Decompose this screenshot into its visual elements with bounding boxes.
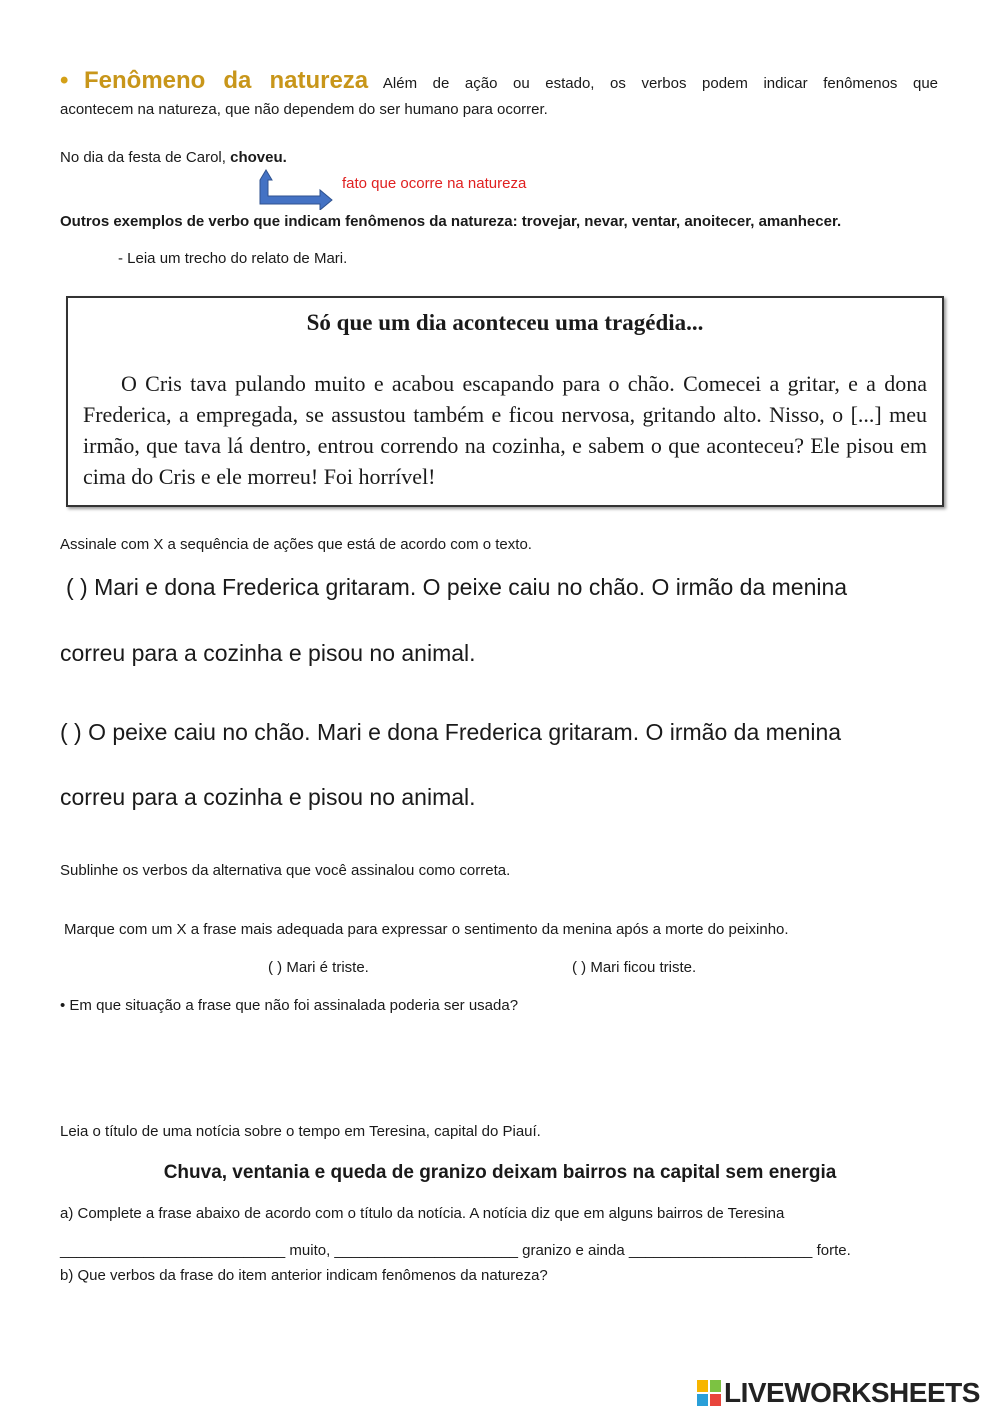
q3-instruction: Marque com um X a frase mais adequada para expressar o sentimento da menina após a morte do peixinho. [64,921,789,938]
intro-text-line2: acontecem na natureza, que não dependem do ser humano para ocorrer. [60,101,548,118]
intro-paragraph [60,66,938,98]
other-examples: Outros exemplos de verbo que indicam fenômenos da natureza: trovejar, nevar, ventar, anoitecer, amanhecer. [60,213,842,230]
intro-text-line1: Além de ação ou estado, os verbos podem indicar fenômenos que [382,75,939,92]
excerpt-title: Só que um dia aconteceu uma tragédia... [306,310,704,335]
example-verb: choveu. [230,149,287,166]
q3-choice2[interactable]: ( ) Mari ficou triste. [572,959,697,976]
reading-intro: - Leia um trecho do relato de Mari. [118,250,348,267]
news-headline: Chuva, ventania e queda de granizo deixam bairros na capital sem energia [163,1162,837,1183]
bullet: • [60,67,69,94]
q1-option2-line1[interactable]: ( ) O peixe caiu no chão. Mari e dona Frederica gritaram. O irmão da menina [60,719,842,745]
liveworksheets-logo [697,1375,980,1411]
q3-followup: • Em que situação a frase que não foi assinalada poderia ser usada? [60,997,519,1014]
liveworksheets-mark-icon [697,1380,721,1406]
q1-option2-line2: correu para a cozinha e pisou no animal. [60,784,476,810]
logo-text: LIVEWORKSHEETS [724,1377,980,1408]
nature-note: fato que ocorre na natureza [342,175,527,192]
q4-intro: Leia o título de uma notícia sobre o tempo em Teresina, capital do Piauí. [60,1123,541,1140]
q4a-instruction: a) Complete a frase abaixo de acordo com o título da notícia. A notícia diz que em alguns bairros de Teresina [60,1205,785,1222]
excerpt-box [66,296,944,507]
q1-instruction: Assinale com X a sequência de ações que está de acordo com o texto. [60,536,532,553]
q2-instruction: Sublinhe os verbos da alternativa que você assinalou como correta. [60,862,511,879]
section-heading: Fenômeno da natureza [83,67,369,94]
q1-option1-line2: correu para a cozinha e pisou no animal. [60,640,476,666]
q3-choice1[interactable]: ( ) Mari é triste. [268,959,369,976]
example-sentence [60,149,287,166]
bent-arrow-icon [250,168,335,210]
q4b-question: b) Que verbos da frase do item anterior indicam fenômenos da natureza? [60,1267,548,1284]
example-prefix: No dia da festa de Carol, [60,149,226,166]
excerpt-text: O Cris tava pulando muito e acabou escapando para o chão. Comecei a gritar, e a dona Frederica, a empregada, se assustou também e ficou nervosa, gritando alto. Nisso, o [...] meu irmão, que tava lá dentro, entrou correndo na cozinha, e sabem o que aconteceu? Ele pisou em cima do Cris e ele morreu! Foi horrível! [83,371,927,489]
q4a-fill-in-blanks[interactable]: ___________________________ muito, ______________________ granizo e ainda ______________________ forte. [60,1242,851,1259]
q1-option1-line1[interactable]: ( ) Mari e dona Frederica gritaram. O peixe caiu no chão. O irmão da menina [66,574,848,600]
